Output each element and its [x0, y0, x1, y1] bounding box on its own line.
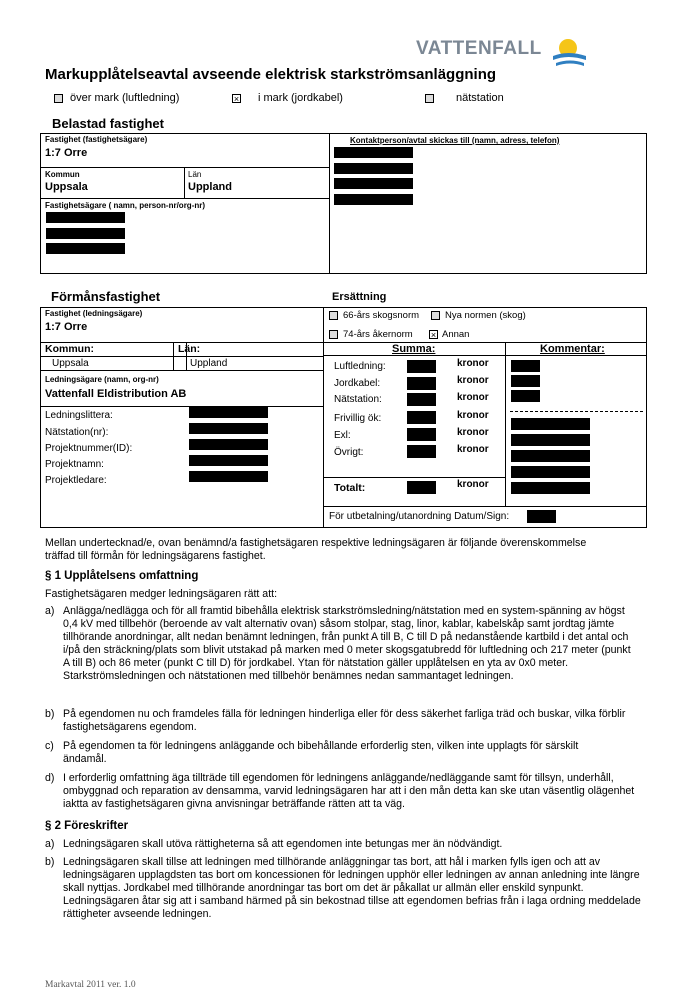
vattenfall-logo: [416, 38, 542, 60]
redacted-block: [407, 428, 436, 441]
item-letter: b): [45, 856, 55, 868]
formans-kommun-label: Kommun:: [45, 343, 94, 355]
redacted-block: [407, 445, 436, 458]
section2-heading: § 2 Föreskrifter: [45, 820, 129, 832]
section1-lead: Fastighetsägaren medger ledningsägaren rätt att:: [45, 588, 278, 600]
row-exl: Exl:: [334, 430, 351, 441]
kronor-ovrigt: kronor: [457, 444, 489, 455]
option-checkbox-imark[interactable]: ×: [233, 94, 240, 104]
belastad-kommun-label: Kommun: [45, 170, 80, 179]
redacted-block: [511, 375, 540, 387]
option-checkbox-natstation[interactable]: [425, 94, 434, 103]
item-text: I erforderlig omfattning äga tillträde till egendomen för ledningens anläggande/nedläggande samt för tillsyn, underhåll, ombyggnad och reparation av densamma, varvid ledningsägaren har att i den mån detta kan ske utan väsentlig olägenhet iaktta av fastighetsägaren givna anvisningar beträffande rätten att ta väg.: [63, 772, 635, 810]
norm-checkbox-nya[interactable]: [431, 311, 440, 320]
redacted-block: [511, 434, 590, 446]
redacted-block: [511, 418, 590, 430]
redacted-block: [189, 423, 268, 434]
item-text: Ledningsägaren skall utöva rättigheterna så att egendomen inte betungas mer än nödvändigt.: [63, 838, 503, 850]
norm-label-66: 66-års skogsnorm: [343, 310, 420, 321]
kronor-totalt: kronor: [457, 479, 489, 490]
norm-checkbox-annan[interactable]: ×: [430, 330, 437, 340]
belastad-kommun-value: Uppsala: [45, 181, 88, 193]
field-projektnummer: Projektnummer(ID):: [45, 443, 133, 454]
formans-heading: Förmånsfastighet: [51, 289, 161, 304]
divider-dashed: [510, 411, 643, 412]
field-projektledare: Projektledare:: [45, 475, 107, 486]
row-totalt: Totalt:: [334, 482, 366, 494]
page-title: Markupplåtelseavtal avseende elektrisk starkströmsanläggning: [45, 66, 497, 83]
redacted-block: [407, 377, 436, 390]
norm-label-74: 74-års åkernorm: [343, 329, 413, 340]
redacted-block: [527, 510, 556, 523]
item-letter: a): [45, 605, 55, 617]
redacted-block: [46, 243, 125, 254]
belastad-fastighet-value: 1:7 Orre: [45, 147, 88, 159]
option-label-overmark: över mark (luftledning): [70, 92, 180, 104]
redacted-block: [189, 471, 268, 482]
item-letter: a): [45, 838, 55, 850]
redacted-block: [189, 439, 268, 450]
norm-checkbox-74[interactable]: [329, 330, 338, 339]
item-letter: d): [45, 772, 55, 784]
item-text: Ledningsägaren skall tillse att ledningen med tillhörande anläggningar tas bort, att hål i marken fylls igen och att av ledningsägaren upplagdsten tas bort om koncessionen för ledningen upphör eller ledningen av annan anledning inte längre skall nyttjas. Jordkabel med tillhörande anordningar tas bort om det är påkallat ur allmän eller enskild synpunkt. Ledningsägaren åtar sig att i samband härmed på sin bekostnad tillse att egendomen befrias från i laga ordning meddelade rättigheter avseende ledningen.: [63, 856, 641, 920]
redacted-block: [46, 212, 125, 223]
belastad-lan-label: Län: [188, 170, 202, 179]
kontakt-label: Kontaktperson/avtal skickas till (namn, adress, telefon): [350, 136, 560, 145]
redacted-block: [407, 393, 436, 406]
redacted-block: [511, 466, 590, 478]
formans-fastighet-label: Fastighet (ledningsägare): [45, 309, 143, 318]
redacted-block: [334, 194, 413, 205]
redacted-block: [511, 360, 540, 372]
ledningsagare-value: Vattenfall Eldistribution AB: [45, 388, 187, 400]
item-letter: c): [45, 740, 54, 752]
row-natstation: Nätstation:: [334, 394, 382, 405]
row-luftledning: Luftledning:: [334, 361, 386, 372]
formans-fastighet-value: 1:7 Orre: [45, 321, 88, 333]
logo-text: VATTENFALL: [416, 38, 542, 59]
redacted-block: [407, 411, 436, 424]
item-letter: b): [45, 708, 55, 720]
kronor-natstation: kronor: [457, 392, 489, 403]
redacted-block: [334, 178, 413, 189]
belastad-agare-label: Fastighetsägare ( namn, person-nr/org-nr): [45, 201, 206, 210]
kronor-exl: kronor: [457, 427, 489, 438]
norm-label-nya: Nya normen (skog): [445, 310, 526, 321]
redacted-block: [407, 360, 436, 373]
belastad-heading: Belastad fastighet: [52, 116, 164, 131]
row-jordkabel: Jordkabel:: [334, 378, 381, 389]
redacted-block: [46, 228, 125, 239]
kronor-frivillig: kronor: [457, 410, 489, 421]
norm-checkbox-66[interactable]: [329, 311, 338, 320]
item-text: På egendomen nu och framdeles fälla för ledningen hinderliga eller för dess säkerhet farliga träd och buskar, vilka förblir fastighetsägarens egendom.: [63, 708, 626, 733]
ledningsagare-label: Ledningsägare (namn, org-nr): [45, 375, 159, 384]
redacted-block: [511, 482, 590, 494]
redacted-block: [511, 450, 590, 462]
norm-label-annan: Annan: [442, 329, 470, 340]
utbetalning-label: För utbetalning/utanordning Datum/Sign:: [329, 511, 510, 522]
formans-kommun-value: Uppsala: [52, 358, 89, 369]
redacted-block: [334, 147, 413, 158]
formans-lan-label: Län:: [178, 343, 201, 355]
intro-paragraph: Mellan undertecknad/e, ovan benämnd/a fastighetsägaren respektive ledningsägaren är följande överenskommelse träffad till förmån för ledningsägarens fastighet.: [45, 537, 587, 562]
item-text: På egendomen ta för ledningens anläggande och bibehållande erforderlig sten, vilken inte upplagts för särskilt ändamål.: [63, 740, 579, 765]
field-projektnamn: Projektnamn:: [45, 459, 104, 470]
redacted-block: [334, 163, 413, 174]
sun-logo-icon: [548, 30, 590, 72]
redacted-block: [189, 455, 268, 466]
kommentar-header: Kommentar:: [540, 343, 605, 355]
belastad-fastighet-label: Fastighet (fastighetsägare): [45, 135, 148, 144]
field-natstation: Nätstation(nr):: [45, 427, 109, 438]
item-text: Anlägga/nedlägga och för all framtid bibehålla elektrisk starkströmsledning/nätstation med en system-spänning av högst 0,4 kV med tillbehör (beroende av valt alternativ ovan) såsom stolpar, stag, linor, kablar, kabelskåp samt jordtag jämte tillhörande anordningar, allt nedan benämnt ledningen, från punkt A till B, C till D på nedanstående kartbild i det antal och i/på den sträckning/plats som blivit utstakad på marken med 0 meter skogsgatubredd för luftledning och 217 meter (punkt A till B) och 86 meter (punkt C till D) för jordkabel. Ytan för nätstation gäller upplåtelsen en yta av 0x0 meter. Starkströmsledningen och nätstationen med tillbehör benämnes nedan sammantaget ledningen.: [63, 605, 631, 682]
option-label-natstation: nätstation: [456, 92, 504, 104]
option-label-imark: i mark (jordkabel): [258, 92, 343, 104]
section1-heading: § 1 Upplåtelsens omfattning: [45, 570, 199, 582]
footer-version: Markavtal 2011 ver. 1.0: [45, 980, 136, 990]
formans-lan-value: Uppland: [190, 358, 228, 369]
summa-header: Summa:: [392, 343, 436, 355]
redacted-block: [511, 390, 540, 402]
row-ovrigt: Övrigt:: [334, 447, 364, 458]
belastad-lan-value: Uppland: [188, 181, 232, 193]
kronor-jordkabel: kronor: [457, 375, 489, 386]
row-frivillig: Frivillig ök:: [334, 413, 382, 424]
kronor-luftledning: kronor: [457, 358, 489, 369]
option-checkbox-overmark[interactable]: [54, 94, 63, 103]
redacted-block: [189, 407, 268, 418]
redacted-block: [407, 481, 436, 494]
ersattning-heading: Ersättning: [332, 291, 387, 303]
field-ledningslittera: Ledningslittera:: [45, 410, 113, 421]
